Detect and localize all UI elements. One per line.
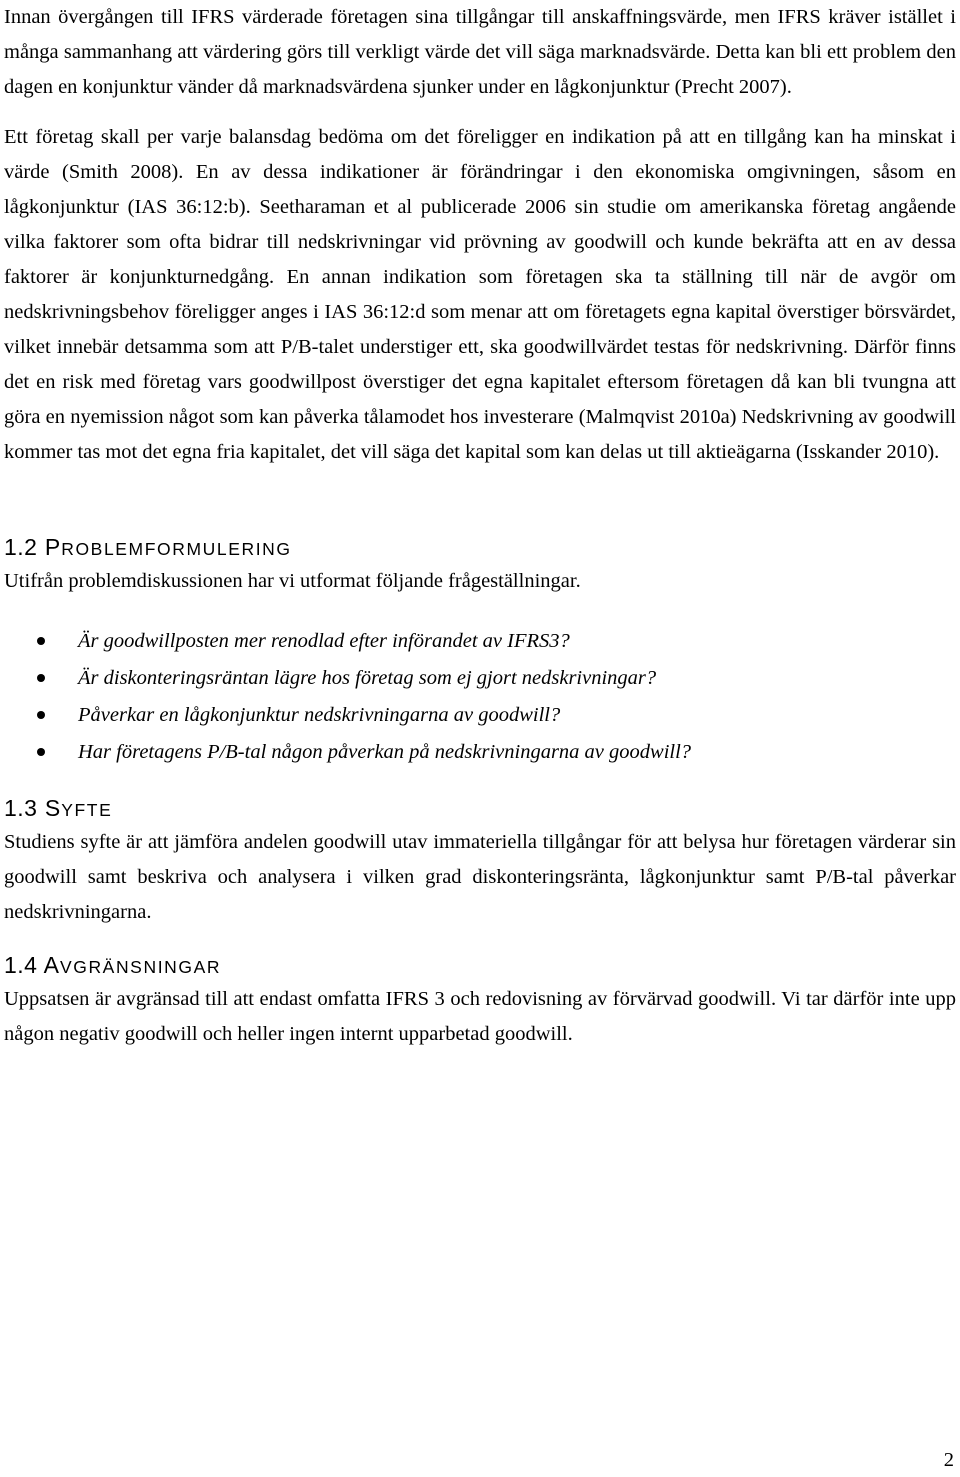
- list-item: [4, 623, 956, 660]
- section-number: 1.4: [4, 952, 38, 978]
- section-title-initial: S: [44, 795, 62, 821]
- question-text: Har företagens P/B-tal någon påverkan på nedskrivningarna av goodwill?: [78, 741, 692, 763]
- intro-paragraph-2: Ett företag skall per varje balansdag bedöma om det föreligger en indikation på att en tillgång kan ha minskat i värde (Smith 2008). En av dessa indikationer är förändringar i den ekonomiska omgivningen, såsom en lågkonjunktur (IAS 36:12:b). Seetharaman et al publicerade 2006 sin studie om amerikanska företag angående vilka faktorer som ofta bidrar till nedskrivningar vid prövning av goodwill och kunde bekräfta att en av dessa faktorer är konjunkturnedgång. En annan indikation som företagen ska ta ställning till när de avgör om nedskrivningsbehov föreligger anges i IAS 36:12:d som menar att om företagets egna kapital överstiger börsvärdet, vilket innebär detsamma som att P/B-talet understiger ett, ska goodwillvärdet testas för nedskrivning. Därför finns det en risk med företag vars goodwillpost överstiger det egna kapitalet eftersom företagen då kan bli tvungna att göra en nyemission något som kan påverka tålamodet hos investerare (Malmqvist 2010a) Nedskrivning av goodwill kommer tas mot det egna fria kapitalet, det vill säga det kapital som kan delas ut till aktieägarna (Isskander 2010).: [4, 126, 956, 463]
- section-title-initial: A: [43, 952, 60, 978]
- section-title-initial: P: [44, 534, 62, 560]
- bullet-icon: [37, 711, 45, 719]
- bullet-icon: [37, 674, 45, 682]
- avgransningar-paragraph: Uppsatsen är avgränsad till att endast omfatta IFRS 3 och redovisning av förvärvad goodwill. Vi tar därför inte upp någon negativ goodwill och heller ingen internt upparbetad goodwill.: [4, 988, 956, 1045]
- section-number: 1.2: [4, 534, 38, 560]
- question-text: Är goodwillposten mer renodlad efter införandet av IFRS3?: [78, 630, 570, 652]
- bullet-icon: [37, 748, 45, 756]
- page-number: 2: [943, 1449, 954, 1471]
- heading-avgransningar: [4, 950, 956, 982]
- list-item: [4, 660, 956, 697]
- document-page: [4, 0, 956, 1052]
- question-text: Är diskonteringsräntan lägre hos företag som ej gjort nedskrivningar?: [78, 667, 657, 689]
- intro-paragraph-1: Innan övergången till IFRS värderade företagen sina tillgångar till anskaffningsvärde, men IFRS kräver istället i många sammanhang att värdering görs till verkligt värde det vill säga marknadsvärde. Detta kan bli ett problem den dagen en konjunktur vänder då marknadsvärdena sjunker under en lågkonjunktur (Precht 2007).: [4, 6, 956, 98]
- question-text: Påverkar en lågkonjunktur nedskrivningarna av goodwill?: [78, 704, 561, 726]
- section-title-rest: YFTE: [61, 800, 113, 820]
- heading-syfte: [4, 793, 956, 825]
- bullet-icon: [37, 637, 45, 645]
- list-item: [4, 697, 956, 734]
- problemformulering-lead: Utifrån problemdiskussionen har vi utformat följande frågeställningar.: [4, 570, 581, 592]
- syfte-paragraph: Studiens syfte är att jämföra andelen goodwill utav immateriella tillgångar för att belysa hur företagen värderar sin goodwill samt beskriva och analysera i vilken grad diskonteringsränta, lågkonjunktur samt P/B-tal påverkar nedskrivningarna.: [4, 831, 956, 923]
- research-questions-list: [4, 623, 956, 771]
- section-number: 1.3: [4, 795, 38, 821]
- section-title-rest: VGRÄNSNINGAR: [59, 957, 222, 977]
- heading-problemformulering: [4, 532, 956, 564]
- list-item: [4, 734, 956, 771]
- section-title-rest: ROBLEMFORMULERING: [61, 539, 292, 559]
